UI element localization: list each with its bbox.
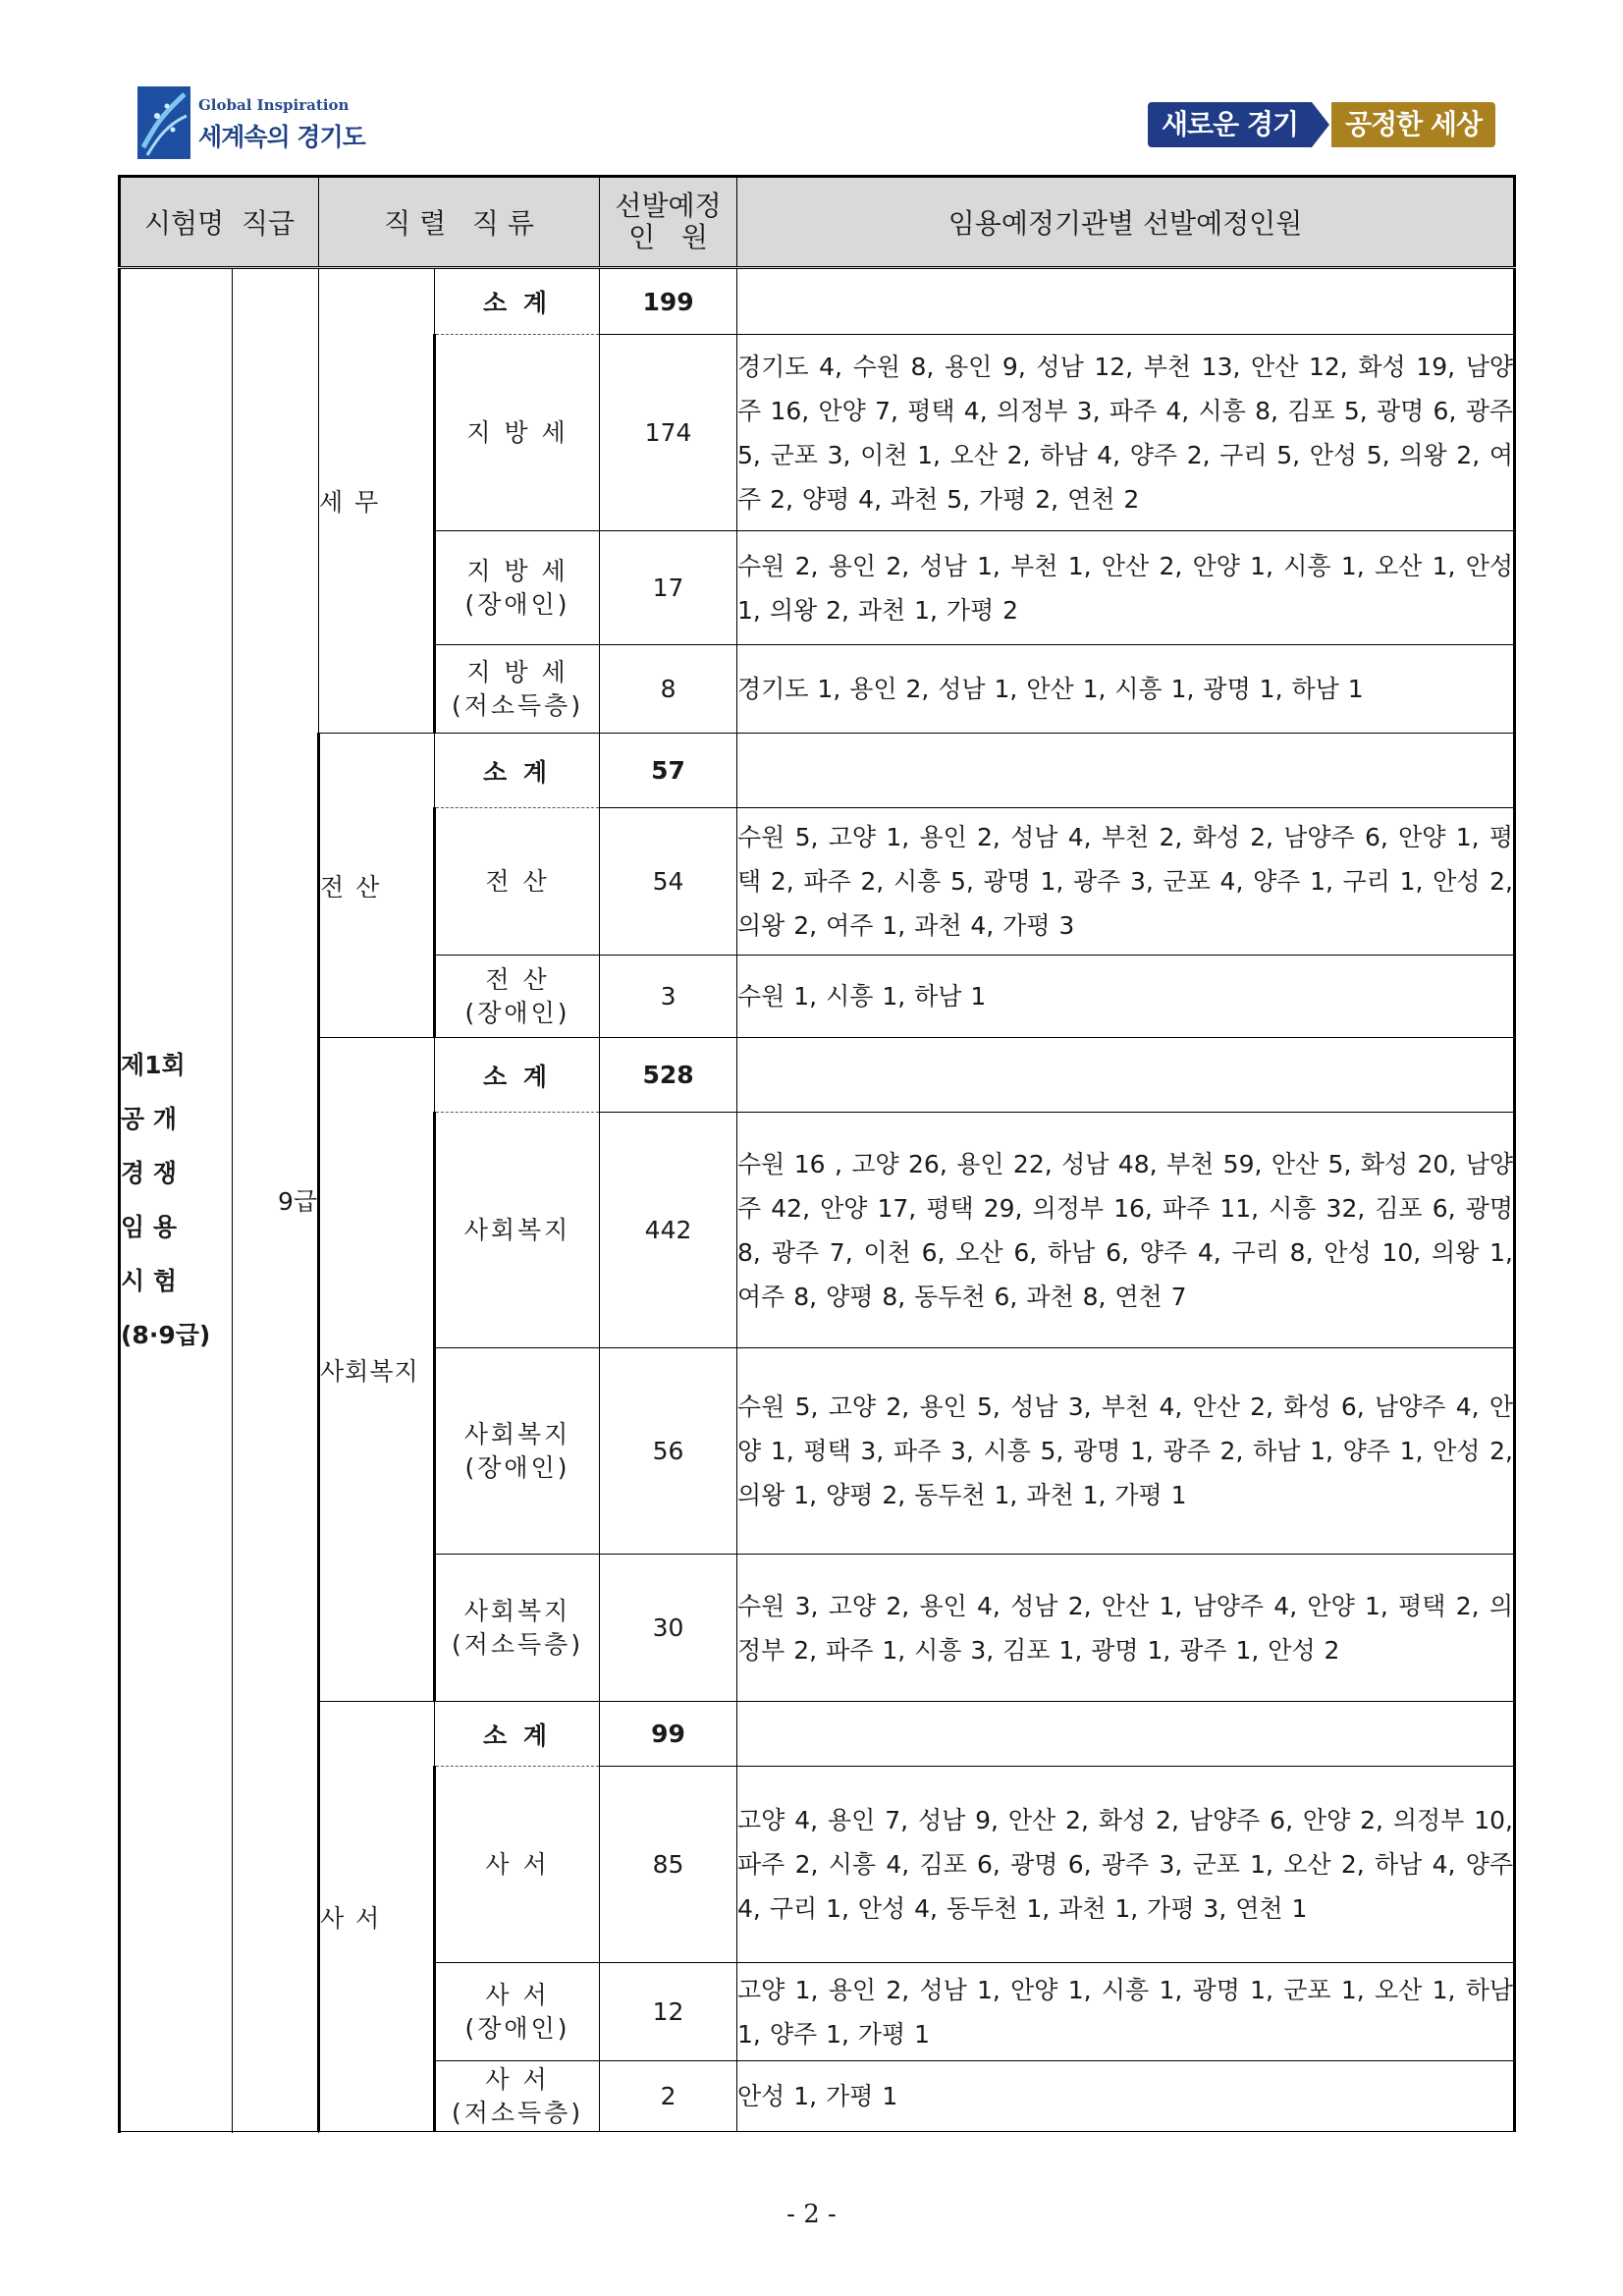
exam-name-line: 공 개 (121, 1105, 178, 1133)
logo-title: 세계속의 경기도 (198, 123, 365, 151)
grade-cell: 9급 (233, 268, 319, 2132)
kind-cell (435, 956, 600, 1038)
kind-line: (장애인) (464, 2013, 570, 2043)
subtotal-allocation (737, 268, 1515, 335)
kind-line: (저소득층) (451, 1629, 584, 1659)
count-cell: 17 (600, 531, 737, 645)
recruitment-table (118, 175, 1516, 2132)
exam-name-line: 임 용 (121, 1213, 178, 1241)
table-row (120, 1702, 1515, 1767)
count-cell: 174 (600, 335, 737, 531)
allocation-cell: 수원 5, 고양 1, 용인 2, 성남 4, 부천 2, 화성 2, 남양주 6, 안양 1, 평택 2, 파주 2, 시흥 5, 광명 1, 광주 3, 군포 4, 양주 1, 구리 1, 안성 2, 의왕 2, 여주 1, 과천 4, 가평 3 (737, 808, 1515, 956)
kind-line: 사회복지 (463, 1419, 571, 1449)
subtotal-allocation (737, 1038, 1515, 1113)
subtotal-count: 99 (600, 1702, 737, 1767)
series-cell: 세 무 (319, 268, 435, 734)
count-cell: 12 (600, 1963, 737, 2061)
kind-cell (435, 1555, 600, 1702)
header-planned (600, 177, 737, 268)
kind-line: 지 방 세 (466, 556, 568, 585)
count-cell: 8 (600, 645, 737, 734)
kind-line: 사회복지 (463, 1215, 571, 1244)
header-exam-grade (120, 177, 319, 268)
subtotal-count: 528 (600, 1038, 737, 1113)
kind-line: (저소득층) (451, 2098, 584, 2127)
kind-cell (435, 2061, 600, 2132)
allocation-cell: 수원 16 , 고양 26, 용인 22, 성남 48, 부천 59, 안산 5, 화성 20, 남양주 42, 안양 17, 평택 29, 의정부 16, 파주 11, 시흥 32, 김포 6, 광명 8, 광주 7, 이천 6, 오산 6, 하남 6, 양주 4, 구리 8, 안성 10, 의왕 1, 여주 8, 양평 8, 동두천 6, 과천 8, 연천 7 (737, 1113, 1515, 1348)
kind-cell (435, 1348, 600, 1555)
slogan-part-1: 새로운 경기 (1148, 102, 1312, 147)
kind-cell (435, 1767, 600, 1963)
kind-line: 사회복지 (463, 1596, 571, 1625)
gyeonggi-logo (137, 82, 393, 161)
slogan-part-2: 공정한 세상 (1331, 102, 1495, 147)
kind-cell (435, 808, 600, 956)
kind-cell (435, 1963, 600, 2061)
table-row (120, 268, 1515, 335)
kind-line: 전 산 (485, 964, 550, 994)
kind-line: (장애인) (464, 589, 570, 619)
count-cell: 30 (600, 1555, 737, 1702)
allocation-cell: 경기도 4, 수원 8, 용인 9, 성남 12, 부천 13, 안산 12, 화성 19, 남양주 16, 안양 7, 평택 4, 의정부 3, 파주 4, 시흥 8, 김포 5, 광명 6, 광주 5, 군포 3, 이천 1, 오산 2, 하남 4, 양주 2, 구리 5, 안성 5, 의왕 2, 여주 2, 양평 4, 과천 5, 가평 2, 연천 2 (737, 335, 1515, 531)
header-series-kind: 직 렬 직 류 (319, 177, 600, 268)
kind-line: 전 산 (485, 866, 550, 896)
allocation-cell: 경기도 1, 용인 2, 성남 1, 안산 1, 시흥 1, 광명 1, 하남 1 (737, 645, 1515, 734)
kind-cell (435, 531, 600, 645)
subtotal-label: 소 계 (435, 734, 600, 808)
header-exam: 시험명 (143, 207, 225, 240)
series-cell: 사 서 (319, 1702, 435, 2132)
subtotal-allocation (737, 1702, 1515, 1767)
subtotal-label: 소 계 (435, 1038, 600, 1113)
subtotal-label: 소 계 (435, 1702, 600, 1767)
count-cell: 54 (600, 808, 737, 956)
table-header-row (120, 177, 1515, 268)
kind-line: 지 방 세 (466, 417, 568, 447)
kind-line: 지 방 세 (466, 657, 568, 686)
subtotal-label: 소 계 (435, 268, 600, 335)
exam-name-line: 제1회 (121, 1051, 186, 1079)
allocation-cell: 안성 1, 가평 1 (737, 2061, 1515, 2132)
allocation-cell: 수원 3, 고양 2, 용인 4, 성남 2, 안산 1, 남양주 4, 안양 1, 평택 2, 의정부 2, 파주 1, 시흥 3, 김포 1, 광명 1, 광주 1, 안성 2 (737, 1555, 1515, 1702)
count-cell: 56 (600, 1348, 737, 1555)
table-row (120, 1038, 1515, 1113)
kind-line: (장애인) (464, 998, 570, 1027)
exam-name-line: 경 쟁 (121, 1159, 178, 1187)
allocation-cell: 고양 1, 용인 2, 성남 1, 안양 1, 시흥 1, 광명 1, 군포 1, 오산 1, 하남 1, 양주 1, 가평 1 (737, 1963, 1515, 2061)
kind-line: 사 서 (485, 1849, 550, 1879)
kind-line: 사 서 (485, 2064, 550, 2094)
count-cell: 85 (600, 1767, 737, 1963)
kind-cell (435, 645, 600, 734)
kind-line: (저소득층) (451, 690, 584, 720)
subtotal-count: 199 (600, 268, 737, 335)
allocation-cell: 수원 2, 용인 2, 성남 1, 부천 1, 안산 2, 안양 1, 시흥 1, 오산 1, 안성 1, 의왕 2, 과천 1, 가평 2 (737, 531, 1515, 645)
page-number: - 2 - (786, 2200, 837, 2229)
exam-name-line: 시 험 (121, 1267, 178, 1295)
series-cell: 전 산 (319, 734, 435, 1038)
gyeonggi-emblem-icon (137, 86, 190, 159)
series-cell: 사회복지 (319, 1038, 435, 1702)
subtotal-allocation (737, 734, 1515, 808)
count-cell: 2 (600, 2061, 737, 2132)
subtotal-count: 57 (600, 734, 737, 808)
header-planned-line1: 선발예정 (615, 190, 722, 222)
header-grade: 직급 (241, 207, 296, 240)
slogan-arrow-icon (1312, 102, 1329, 147)
kind-line: (장애인) (464, 1452, 570, 1482)
kind-cell (435, 335, 600, 531)
count-cell: 3 (600, 956, 737, 1038)
exam-name-line: (8·9급) (121, 1321, 211, 1349)
kind-cell (435, 1113, 600, 1348)
allocation-cell: 고양 4, 용인 7, 성남 9, 안산 2, 화성 2, 남양주 6, 안양 2, 의정부 10, 파주 2, 시흥 4, 김포 6, 광명 6, 광주 3, 군포 1, 오산 2, 하남 4, 양주 4, 구리 1, 안성 4, 동두천 1, 과천 1, 가평 3, 연천 1 (737, 1767, 1515, 1963)
count-cell: 442 (600, 1113, 737, 1348)
exam-name-cell (120, 268, 233, 2132)
slogan-banner (1148, 102, 1495, 147)
allocation-cell: 수원 1, 시흥 1, 하남 1 (737, 956, 1515, 1038)
header-allocation: 임용예정기관별 선발예정인원 (737, 177, 1515, 268)
table-row (120, 734, 1515, 808)
kind-line: 사 서 (485, 1980, 550, 2009)
header-planned-line2: 인 원 (628, 221, 708, 253)
logo-tagline: Global Inspiration (198, 96, 350, 114)
allocation-cell: 수원 5, 고양 2, 용인 5, 성남 3, 부천 4, 안산 2, 화성 6, 남양주 4, 안양 1, 평택 3, 파주 3, 시흥 5, 광명 1, 광주 2, 하남 1, 양주 1, 안성 2, 의왕 1, 양평 2, 동두천 1, 과천 1, 가평 1 (737, 1348, 1515, 1555)
